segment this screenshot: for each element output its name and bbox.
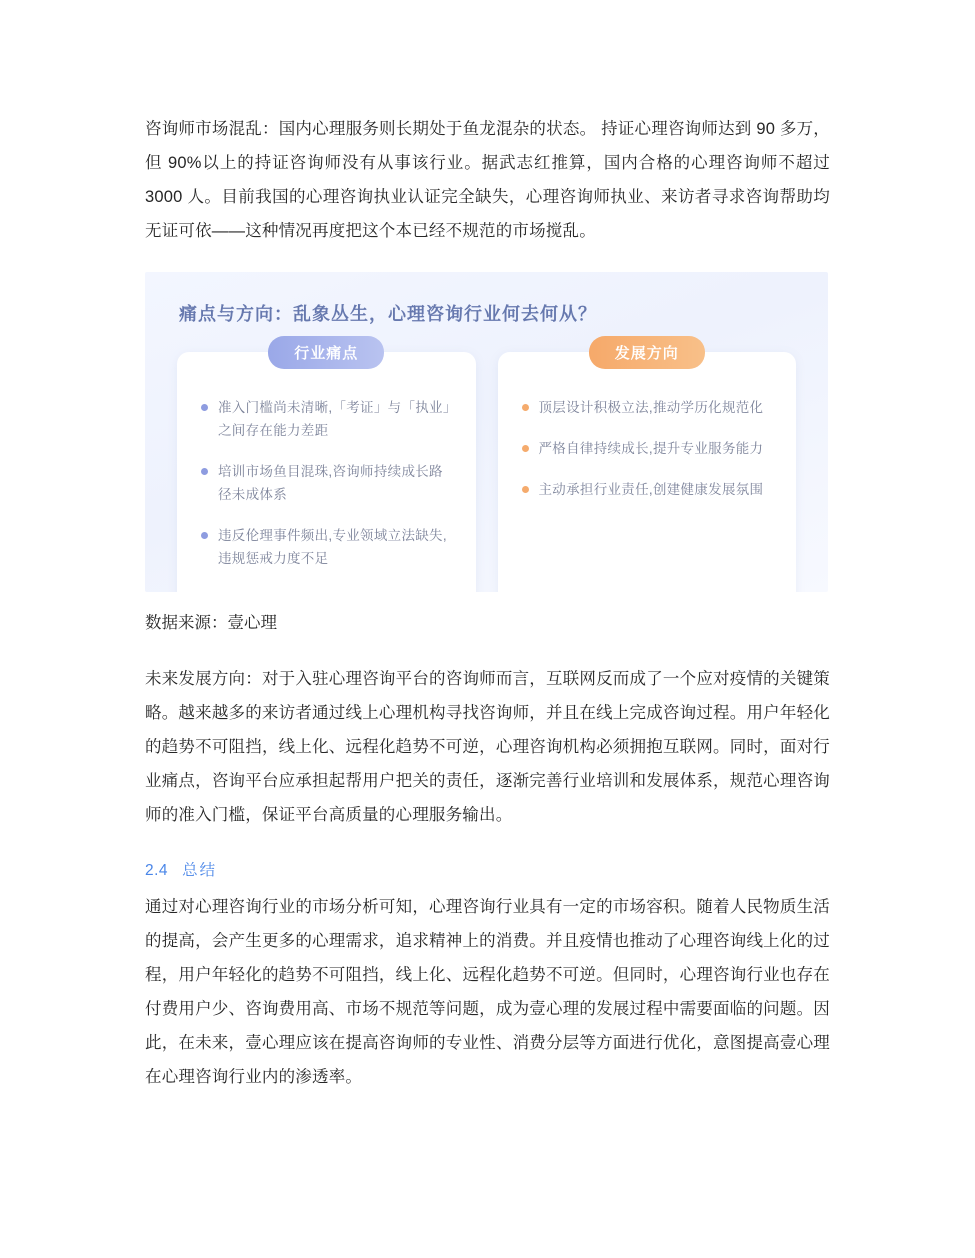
bullet-dot-icon (201, 532, 208, 539)
pain-point-list (201, 396, 452, 570)
card-industry-pain-points (177, 345, 476, 592)
list-item-label: 主动承担行业责任,创建健康发展氛围 (538, 482, 764, 497)
bullet-dot-icon (522, 486, 529, 493)
list-item (522, 478, 773, 501)
section-number: 2.4 (145, 862, 169, 879)
card-badge-label: 发展方向 (589, 336, 705, 369)
list-item (522, 396, 773, 419)
figure-pain-points-and-directions (145, 272, 828, 592)
list-item (201, 396, 452, 442)
figure-title: 痛点与方向：乱象丛生，心理咨询行业何去何从？ (179, 304, 597, 324)
card-badge-label: 行业痛点 (268, 336, 384, 369)
paragraph-market-chaos: 咨询师市场混乱：国内心理服务则长期处于鱼龙混杂的状态。 持证心理咨询师达到 90 多万，但 90%以上的持证咨询师没有从事该行业。据武志红推算，国内合格的心理咨询师不超过 3000 人。目前我国的心理咨询执业认证完全缺失，心理咨询师执业、来访者寻求咨询帮助均无证可依——这种情况再度把这个本已经不规范的市场搅乱。 (145, 120, 830, 240)
list-item (201, 460, 452, 506)
figure-card-group (173, 345, 800, 592)
bullet-dot-icon (201, 404, 208, 411)
figure-source-caption: 数据来源：壹心理 (145, 614, 277, 632)
list-item-label: 严格自律持续成长,提升专业服务能力 (538, 441, 764, 456)
bullet-dot-icon (522, 404, 529, 411)
card-development-directions (498, 345, 797, 592)
bullet-dot-icon (522, 445, 529, 452)
list-item-label: 准入门槛尚未清晰,「考证」与「执业」之间存在能力差距 (218, 400, 450, 438)
list-item-label: 违反伦理事件频出,专业领域立法缺失,违规惩戒力度不足 (218, 528, 447, 566)
list-item-label: 顶层设计积极立法,推动学历化规范化 (538, 400, 764, 415)
paragraph-future-direction: 未来发展方向：对于入驻心理咨询平台的咨询师而言，互联网反而成了一个应对疫情的关键策略。越来越多的来访者通过线上心理机构寻找咨询师，并且在线上完成咨询过程。用户年轻化的趋势不可阻挡，线上化、远程化趋势不可逆，心理咨询机构必须拥抱互联网。同时，面对行业痛点，咨询平台应承担起帮用户把关的责任，逐渐完善行业培训和发展体系，规范心理咨询师的准入门槛，保证平台高质量的心理服务输出。 (145, 670, 830, 824)
list-item-label: 培训市场鱼目混珠,咨询师持续成长路径未成体系 (218, 464, 443, 502)
section-title: 总结 (182, 862, 218, 879)
direction-list (522, 396, 773, 501)
list-item (201, 524, 452, 570)
bullet-dot-icon (201, 468, 208, 475)
section-heading (145, 858, 830, 880)
paragraph-summary: 通过对心理咨询行业的市场分析可知，心理咨询行业具有一定的市场容积。随着人民物质生活的提高，会产生更多的心理需求，追求精神上的消费。并且疫情也推动了心理咨询线上化的过程，用户年轻化的趋势不可阻挡，线上化、远程化趋势不可逆。但同时，心理咨询行业也存在付费用户少、咨询费用高、市场不规范等问题，成为壹心理的发展过程中需要面临的问题。因此，在未来，壹心理应该在提高咨询师的专业性、消费分层等方面进行优化，意图提高壹心理在心理咨询行业内的渗透率。 (145, 898, 830, 1086)
list-item (522, 437, 773, 460)
